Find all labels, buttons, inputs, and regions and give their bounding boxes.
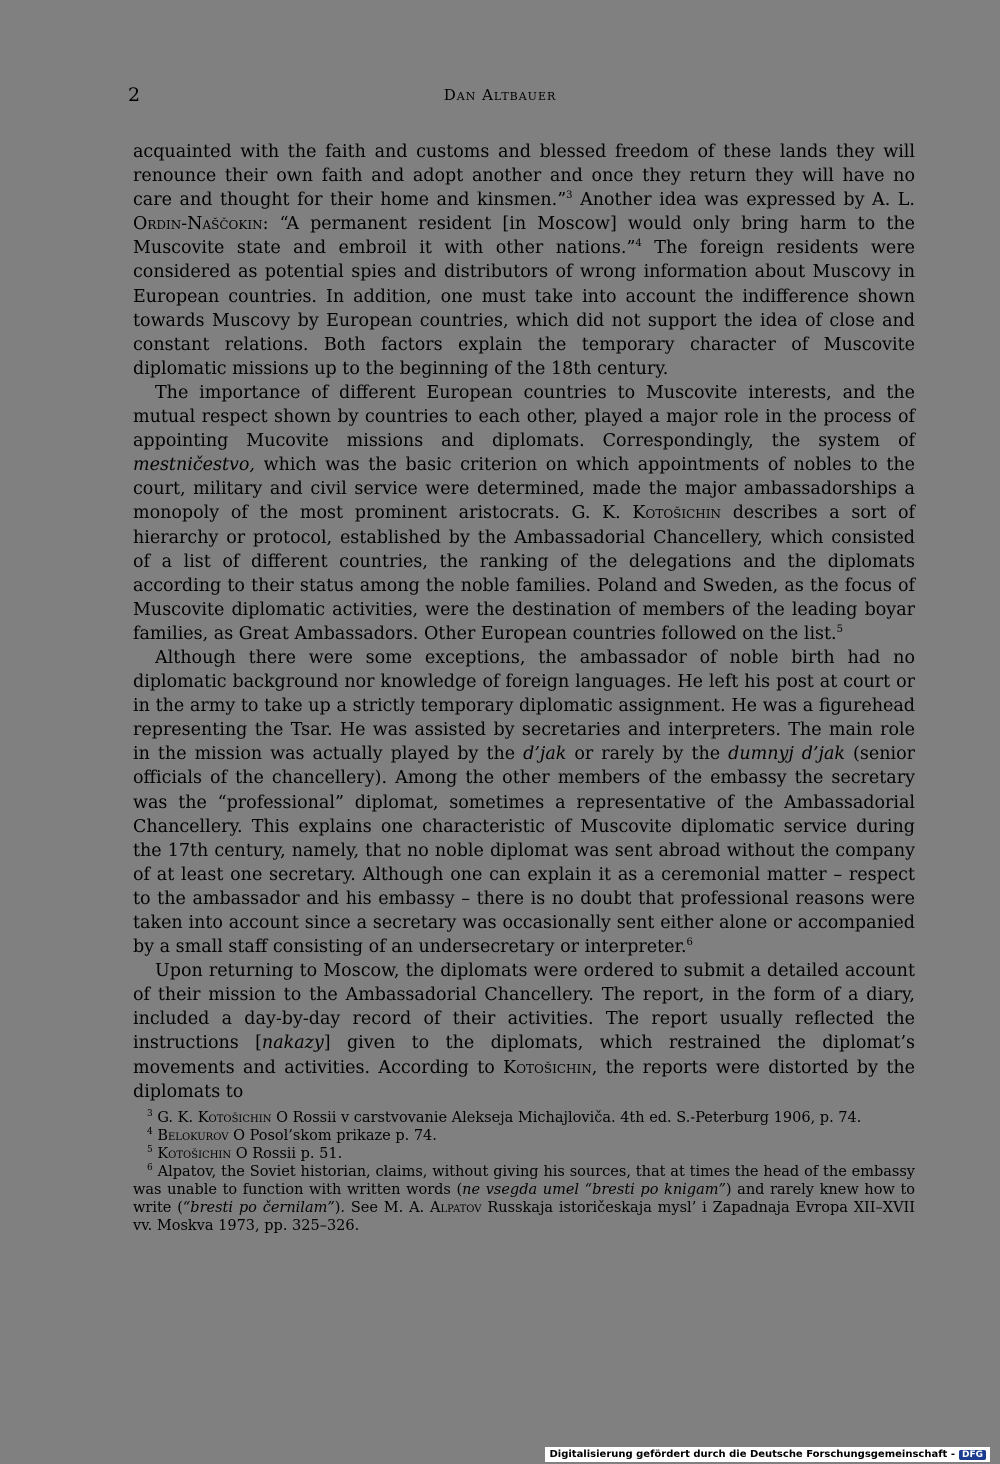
- text-run: The foreign residents were considered as potential spies and distributors of wrong information about Muscovy in European countries. In addition, one must take into account the indifference shown towards Muscovy by European countries, which did not support the idea of close and constant relations. Both factors explain the temporary character of Muscovite diplomatic missions up to the beginning of the 18th century.: [133, 238, 915, 379]
- author-name: Belokurov: [157, 1128, 229, 1144]
- text-run: : “A permanent resident [in Moscow] would only bring harm to the Muscovite state and embroil it with other nations.”: [133, 214, 915, 259]
- text-run: Although there were some exceptions, the ambassador of noble birth had no diplomatic background nor knowledge of foreign languages. He left his post at court or in the army to take up a strictly temporary diplomatic assignment. He was a figurehead representing the Tsar. He was assisted by secretaries and interpreters. The main role in the mission was actually played by the: [133, 647, 915, 765]
- text-run: ). See M. A.: [334, 1200, 431, 1216]
- text-run: mestničestvo,: [133, 455, 255, 476]
- note-ref: 4: [147, 1127, 153, 1138]
- author-name: Alpatov: [430, 1200, 482, 1216]
- body-text: [133, 140, 915, 1104]
- note-ref: 3: [566, 190, 573, 202]
- text-run: describes a sort of hierarchy or protocol, established by the Ambassadorial Chancellery, which consisted of a list of different countries, the ranking of the delegations and the diplomats according to their status among the noble families. Poland and Sweden, as the focus of Muscovite diplomatic activities, were the destination of members of the leading boyar families, as Great Ambassadors. Other European countries followed on the list.: [133, 503, 915, 644]
- text-run: or rarely by the: [566, 744, 729, 765]
- text-run: Another idea was expressed by A. L.: [572, 190, 915, 211]
- text-run: Upon returning to Moscow, the diplomats were ordered to submit a detailed account of their mission to the Ambassadorial Chancellery. The report, in the form of a diary, included a day-by-day record of their activities. The report usually reflected the instructions [: [133, 961, 915, 1054]
- dfg-logo-icon: DFG: [959, 1450, 986, 1460]
- note-ref: 3: [147, 1109, 153, 1120]
- digitization-notice: [545, 1447, 990, 1462]
- text-run: d’jak: [523, 744, 567, 765]
- text-run: acquainted with the faith and customs and blessed freedom of these lands they will renounce their own faith and adopt another and once they return they will have no care and thought for their home and kinsmen.”: [133, 142, 915, 211]
- running-head: [0, 84, 1000, 114]
- author-name: Kotošichin: [197, 1110, 272, 1126]
- text-run: G. K.: [152, 1110, 198, 1126]
- footnotes: [133, 1109, 915, 1235]
- paragraph-4: [133, 959, 915, 1104]
- text-run: dumnyj d’jak: [728, 744, 846, 765]
- paragraph-1: [133, 140, 915, 381]
- footnote-4: [133, 1163, 915, 1235]
- text-run: which was the basic criterion on which appointments of nobles to the court, military and civil service were determined, made the major ambassadorships a monopoly of the most prominent aristocrats. G. K.: [133, 455, 915, 524]
- footnote-2: [133, 1127, 915, 1145]
- text-run: ] given to the diplomats, which restrained the diplomat’s movements and activities. According to: [133, 1033, 915, 1078]
- footnote-3: [133, 1145, 915, 1163]
- text-run: ) and rarely knew how to write (: [133, 1182, 916, 1216]
- paragraph-2: [133, 381, 915, 646]
- note-ref: 5: [147, 1145, 153, 1156]
- text-run: O Rossii v carstvovanie Alekseja Michajloviča. 4th ed. S.-Peterburg 1906, p. 74.: [271, 1110, 862, 1126]
- text-run: ne vsegda umel “bresti po knigam”: [462, 1182, 726, 1198]
- text-run: nakazy: [261, 1033, 324, 1054]
- author-name: Kotošichin: [503, 1057, 592, 1078]
- text-run: “bresti po černilam”: [182, 1200, 335, 1216]
- running-head-author: Dan Altbauer: [443, 86, 557, 104]
- digitization-text: Digitalisierung gefördert durch die Deutsche Forschungsgemeinschaft -: [549, 1449, 955, 1460]
- text-run: Russkaja istoričeskaja mysl’ i Zapadnaja Evropa XII–XVII vv. Moskva 1973, pp. 325–326.: [133, 1200, 915, 1234]
- text-run: , the reports were distorted by the diplomats to: [133, 1057, 915, 1102]
- page-number: 2: [128, 84, 141, 106]
- author-name: Kotošichin: [157, 1146, 232, 1162]
- footnote-1: [133, 1109, 915, 1127]
- note-ref: 4: [635, 238, 642, 250]
- paragraph-3: [133, 646, 915, 959]
- text-run: (senior officials of the chancellery). Among the other members of the embassy the secretary was the “professional” diplomat, sometimes a representative of the Ambassadorial Chancellery. This explains one characteristic of Muscovite diplomatic service during the 17th century, namely, that no noble diplomat was sent abroad without the company of at least one secretary. Although one can explain it as a ceremonial matter – respect to the ambassador and his embassy – there is no doubt that professional reasons were taken into account since a secretary was occasionally sent either alone or accompanied by a small staff consisting of an undersecretary or interpreter.: [133, 744, 915, 958]
- text-run: Alpatov, the Soviet historian, claims, without giving his sources, that at times the head of the embassy was unable to function with written words (: [133, 1164, 915, 1198]
- author-name: Ordin-Naščokin: [133, 214, 263, 235]
- note-ref: 6: [686, 937, 693, 949]
- text-run: The importance of different European countries to Muscovite interests, and the mutual respect shown by countries to each other, played a major role in the process of appointing Mucovite missions and diplomats. Correspondingly, the system of: [133, 382, 915, 452]
- author-name: Kotošichin: [632, 503, 722, 524]
- note-ref: 5: [836, 624, 843, 636]
- text-run: O Posol’skom prikaze p. 74.: [228, 1128, 437, 1144]
- note-ref: 6: [147, 1163, 153, 1174]
- text-run: O Rossii p. 51.: [231, 1146, 343, 1162]
